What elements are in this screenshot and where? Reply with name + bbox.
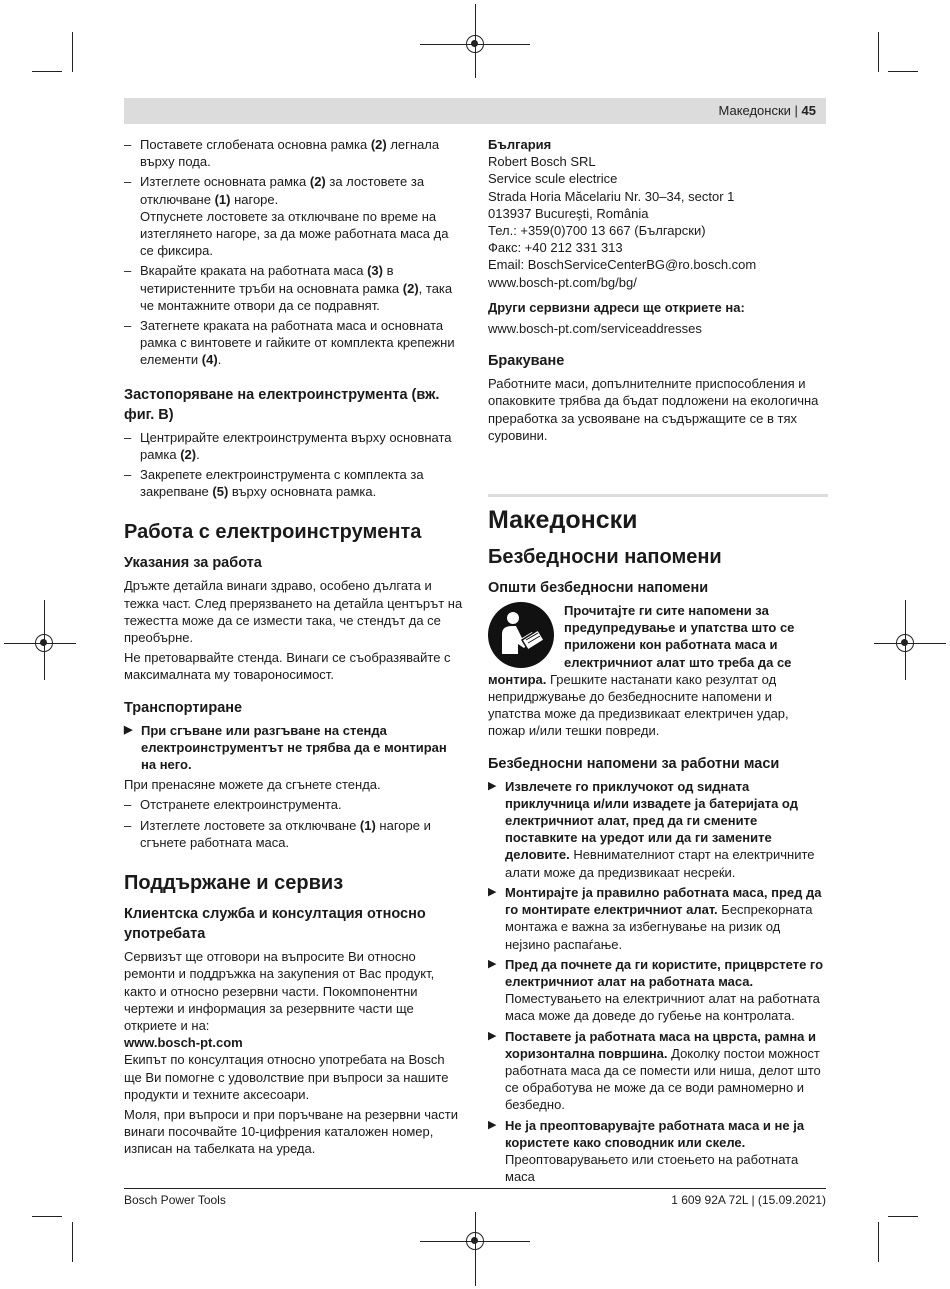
footer-rule [124,1188,826,1189]
disposal-paragraph: Работните маси, допълнителните приспособления и опаковките трябва да бъдат подложени на екологична преработка за усвояване на съдържащите се в тях суровини. [488,376,819,443]
crop-mark [72,1222,73,1262]
service-url[interactable]: www.bosch-pt.com [124,1035,243,1051]
country-label: България [488,137,552,152]
list-item: – Вкарайте краката на работната маса (3) в четиристенните тръби на основната рамка (2), така че монтажните отвори да се подравнят. [124,262,464,314]
list-item: – Закрепете електроинструмента с комплекта за закрепване (5) върху основната рамка. [124,466,464,500]
other-addresses-url[interactable]: www.bosch-pt.com/serviceaddresses [488,321,702,337]
service-subheading: Клиентска служба и консултация относно употребата [124,906,426,943]
work-subheading: Указания за работа [124,555,262,572]
crop-mark [878,32,879,72]
header-text: Македонски | 45 [718,103,816,118]
list-item: – Затегнете краката на работната маса и основната рамка с винтовете и гайките от комплекта крепежни елементи (4). [124,317,464,369]
general-safety-subheading: Општи безбедносни напомени [488,580,709,597]
transport-paragraph: При пренасяне можете да сгънете стенда. [124,777,381,793]
list-item: – Центрирайте електроинструмента върху основната рамка (2). [124,429,464,463]
service-paragraph: Екипът по консултация относно употребата на Bosch ще Ви помогне с удоволствие при въпроси за нашите продукти и техните аксесоари. [124,1052,449,1102]
work-paragraph: Не претоварвайте стенда. Винаги се съобразявайте с максималната му товароносимост. [124,650,451,683]
crop-mark [72,32,73,72]
warning-bold-text: Прочитајте ги сите напомени за предупредување и упатства што се приложени кон работната маса и електричниот алат што треба да се монтира. [488,603,795,687]
registration-target-icon [896,634,914,652]
right-column [488,136,828,1188]
list-item: – Изтеглете основната рамка (2) за лостовете за отключване (1) нагоре. Отпуснете лостовете за отключване по време на изтеглянето нагоре, за да може работната маса да се фиксира. [124,173,464,259]
address-line: Robert Bosch SRL [488,154,596,170]
service-paragraph: Сервизът ще отговори на въпросите Ви относно ремонти и поддръжка на закупения от Вас продукт, както и относно резервни части. Покомпонентни чертежи и информация за резервните части ще откриете и на: www.bosch-pt.com [124,949,435,1051]
address-line: Strada Horia Măcelariu Nr. 30–34, sector 1 [488,188,735,204]
crop-mark [32,1216,62,1217]
crop-mark [888,71,918,72]
page-number: 45 [801,103,816,118]
registration-target-icon [466,1232,484,1250]
address-url[interactable]: www.bosch-pt.com/bg/bg/ [488,274,637,290]
warning-item: ▶ Поставете ја работната маса на цврста, рамна и хоризонтална површина. Доколку постои можност работната маса да се помести или ниша, делот што се обработува не може да се води рамномерно и безбедно. [488,1028,828,1114]
header-language: Македонски [718,103,791,118]
service-paragraph: Моля, при въпроси и при поръчване на резервни части винаги посочвайте 10-цифрения каталожен номер, изписан на табелката на уреда. [124,1106,458,1157]
read-instructions-block [488,602,828,740]
list-item: – Поставете сглобената основна рамка (2) легнала върху пода. [124,136,464,170]
warning-item: ▶ Монтирајте ја правилно работната маса, пред да го монтирате електричниот алат. Беспрекорната монтажа е важна за избегнување на ризик од нејзино распаѓање. [488,884,828,953]
language-title: Македонски [488,506,638,535]
page-header [124,98,826,124]
footer-doc-number: 1 609 92A 72L | (15.09.2021) [671,1193,826,1207]
registration-target-icon [466,35,484,53]
list-item: – Отстранете електроинструмента. [124,796,464,813]
registration-target-icon [35,634,53,652]
warning-item: ▶ При сгъване или разгъване на стенда електроинструментът не трябва да е монтиран на него. [124,722,464,774]
address-line: Факс: +40 212 331 313 [488,240,623,256]
crop-mark [32,71,62,72]
work-paragraph: Дръжте детайла винаги здраво, особено дългата и тежка част. След прерязването на детайла центърът на тежестта може да се измести така, че стендът да се преобърне. [124,578,463,646]
left-column [124,136,464,1161]
transport-subheading: Транспортиране [124,699,243,716]
warning-item: ▶ Извлечете го приклучокот од ѕидната приклучница и/или извадете ја батеријата од електричниот алат, пред да ги смените поставките на уредот или да ги замените деловите. Невнимателниот старт на електричните алати може да предизвикаат несреќи. [488,778,828,881]
crop-mark [878,1222,879,1262]
address-line: 013937 Bucureşti, România [488,205,649,221]
address-line: Service scule electrice [488,171,618,187]
section-divider [488,494,828,497]
service-title: Поддържане и сервиз [124,872,344,895]
read-manual-icon-graphic [488,602,554,668]
crop-mark [888,1216,918,1217]
warning-item: ▶ Пред да почнете да ги користите, прицврстете го електричниот алат на работната маса. Поместувањето на електричниот алат на работната маса може да доведе до губење на контролата. [488,956,828,1025]
footer-brand: Bosch Power Tools [124,1193,226,1207]
safety-title: Безбедносни напомени [488,546,722,569]
warning-text: Грешките настанати како резултат од непридржување до безбедносните напомени и упатства може да предизвикаат електричен удар, пожар и/или тешки повреди. [488,671,789,739]
work-title: Работа с електроинструмента [124,521,422,544]
fix-heading: Застопоряване на електроинструмента (вж. фиг. B) [124,386,440,423]
warning-item: ▶ Не ја преоптоварувајте работната маса и не ја користете како споводник или скеле. Преоптоварувањето или стоењето на работната маса [488,1117,828,1186]
table-safety-subheading: Безбедносни напомени за работни маси [488,755,780,772]
list-item: – Изтеглете лостовете за отключване (1) нагоре и сгънете работната маса. [124,817,464,851]
read-manual-icon [488,602,554,668]
address-email[interactable]: Email: BoschServiceCenterBG@ro.bosch.com [488,257,757,273]
other-addresses-label: Други сервизни адреси ще откриете на: [488,299,745,315]
disposal-subheading: Бракуване [488,353,565,370]
address-line: Тел.: +359(0)700 13 667 (Български) [488,223,706,239]
